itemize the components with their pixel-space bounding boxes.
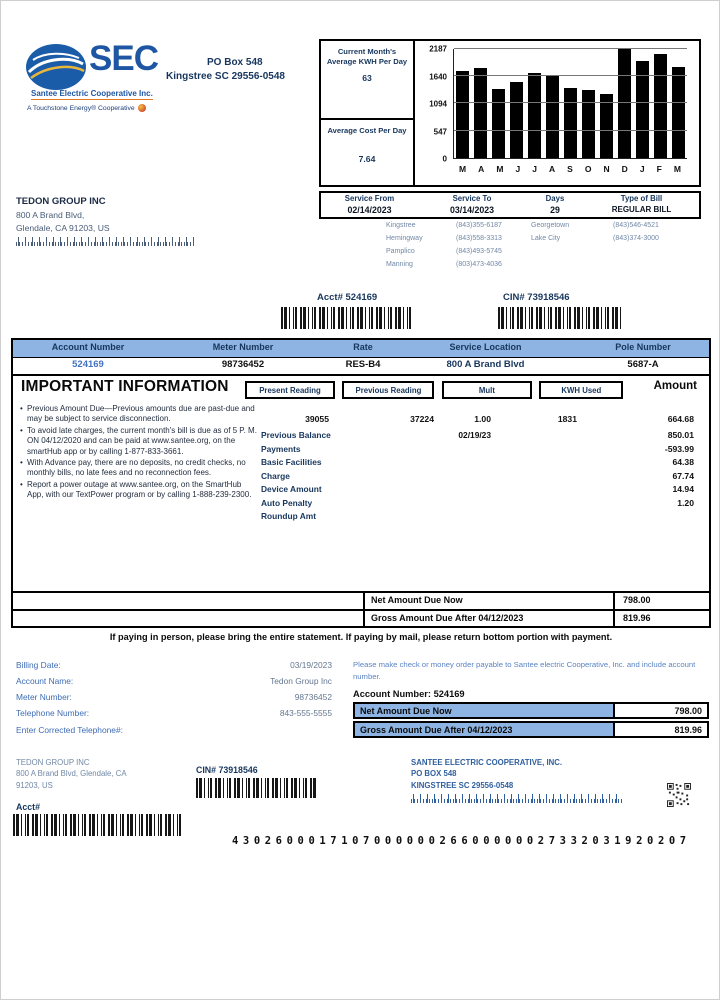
stub-field-value: Tedon Group Inc: [270, 676, 332, 686]
charge-label: Previous Balance: [261, 430, 331, 440]
gross-due-row: [13, 609, 709, 626]
charge-amount: -593.99: [664, 443, 694, 454]
chart-x-axis: [453, 164, 687, 178]
customer-address1: 800 A Brand Blvd,: [16, 210, 85, 220]
stub-net-due-amount: 798.00: [613, 704, 707, 717]
info-bullet: • Previous Amount Due—Previous amounts due are past-due and may be subject to service disconnection.: [20, 404, 257, 425]
reading-header-row: [245, 380, 626, 399]
tagline-text: A Touchstone Energy® Cooperative: [27, 104, 135, 112]
chart-bar: [672, 67, 685, 158]
office-phone: (843)546-4521: [613, 222, 659, 229]
payment-notice: If paying in person, please bring the entire statement. If paying by mail, please return bottom portion with payment.: [109, 632, 613, 642]
chart-y-tick: 1640: [429, 72, 447, 82]
chart-gridline: [454, 48, 687, 49]
remit-from-line: 91203, US: [16, 780, 53, 790]
chart-y-tick: 547: [433, 127, 447, 136]
mult-value: 1.00: [474, 414, 491, 424]
net-due-label: Net Amount Due Now: [363, 593, 609, 611]
chart-x-tick: M: [673, 164, 681, 174]
charge-label: Auto Penalty: [261, 497, 313, 508]
amount-header: Amount: [653, 380, 697, 392]
kwh-used-value: 1831: [557, 414, 577, 424]
sec-logo-icon: [25, 43, 87, 91]
stub-field-label: Telephone Number:: [16, 708, 90, 718]
rate-value: RES-B4: [345, 359, 381, 370]
charge-label: Charge: [261, 470, 290, 481]
gross-due-amount: 819.96: [613, 611, 709, 626]
service-location-value: 800 A Brand Blvd: [446, 359, 525, 370]
stub-field-value: 03/19/2023: [290, 660, 332, 670]
chart-plot: [453, 49, 687, 159]
gross-due-label: Gross Amount Due After 04/12/2023: [363, 611, 609, 626]
customer-address2: Glendale, CA 91203, US: [16, 223, 110, 233]
energy-charge-amount: 664.68: [667, 414, 694, 424]
office-phone: (843)355-6187: [456, 222, 502, 229]
qr-code-icon: [667, 783, 691, 807]
office-phone: (843)558-3313: [456, 235, 502, 242]
office-name: Manning: [386, 261, 413, 268]
reading-col-header: Previous Reading: [342, 381, 434, 399]
cin-ref-label: CIN# 73918546: [503, 292, 570, 303]
avg-cost-label: Average Cost Per Day: [327, 126, 407, 135]
charge-amount: 67.74: [672, 470, 694, 481]
info-bullet: • Report a power outage at www.santee.org, on the SmartHub App, with our TextPower program or by calling 1-888-239-2300.: [20, 480, 257, 501]
stub-gross-due-label: Gross Amount Due After 04/12/2023: [355, 723, 613, 736]
charge-label: Roundup Amt: [261, 511, 317, 521]
bill-type-label: Type of Bill: [620, 194, 663, 203]
service-from-value: 02/14/2023: [347, 205, 392, 215]
remit-acct-label: Acct#: [16, 802, 40, 812]
days-label: Days: [545, 194, 565, 203]
charge-amount: 850.01: [667, 430, 694, 440]
previous-reading-value: 37224: [410, 414, 434, 424]
col-header: Pole Number: [615, 342, 671, 352]
bill-type-value: REGULAR BILL: [611, 205, 672, 214]
chart-bar: [582, 90, 595, 158]
brand-text: SEC: [89, 39, 158, 78]
usage-bar-chart: [415, 41, 699, 185]
chart-bar: [564, 88, 577, 158]
col-header: Account Number: [51, 342, 125, 352]
charge-label: Basic Facilities: [261, 457, 322, 467]
chart-x-tick: J: [639, 164, 645, 174]
remit-from-line: 800 A Brand Blvd, Glendale, CA: [16, 769, 127, 779]
present-reading-value: 39055: [305, 414, 329, 424]
charge-label: Device Amount: [261, 484, 322, 494]
days-value: 29: [550, 205, 560, 215]
customer-name: TEDON GROUP INC: [16, 196, 106, 207]
charges-table-values: [13, 357, 709, 376]
office-phone: (803)473-4036: [456, 261, 502, 268]
meter-number-value: 98736452: [221, 359, 265, 370]
remit-from-address: [16, 757, 127, 791]
remit-cin-label: CIN# 73918546: [196, 765, 258, 775]
chart-bar: [492, 89, 505, 158]
account-number-value: 524169: [72, 359, 104, 370]
charge-note: 02/19/23: [458, 430, 491, 440]
touchstone-energy-icon: [138, 104, 146, 112]
chart-gridline: [454, 130, 687, 131]
reading-col-header: Mult: [442, 381, 532, 399]
office-name: Georgetown: [531, 222, 570, 229]
stub-account-number: Account Number: 524169: [353, 689, 465, 699]
reading-col-header: Present Reading: [245, 381, 335, 399]
avg-cost-value: 7.64: [358, 154, 376, 165]
chart-y-axis: [417, 44, 450, 164]
remit-to-line: KINGSTREE SC 29556-0548: [411, 780, 514, 790]
usage-summary-box: [319, 39, 701, 187]
stub-net-due-row: [353, 702, 709, 719]
office-name: Lake City: [531, 235, 561, 242]
stub-field-value: 98736452: [294, 692, 332, 702]
chart-bar: [456, 71, 469, 158]
info-bullet: • With Advance pay, there are no deposits, no credit checks, no monthly bills, no late fees and no reconnection fees.: [20, 458, 257, 479]
office-name: Pamplico: [386, 248, 415, 255]
charge-amount: 14.94: [672, 484, 694, 494]
chart-bar: [474, 68, 487, 158]
chart-x-tick: J: [515, 164, 521, 174]
office-phone: (843)374-3000: [613, 235, 659, 242]
acct-ref-label: Acct# 524169: [317, 292, 378, 303]
avg-kwh-value: 63: [362, 72, 372, 83]
chart-x-tick: O: [584, 164, 592, 174]
stub-field-label: Billing Date:: [16, 660, 61, 670]
chart-y-tick: 1094: [429, 99, 447, 109]
charge-amount: 64.38: [672, 457, 694, 467]
service-to-value: 03/14/2023: [449, 205, 495, 215]
avg-kwh-cell: [321, 41, 413, 120]
remit-cin-barcode: [196, 778, 316, 798]
charge-label: Payments: [261, 443, 301, 454]
important-info-bullets: [20, 404, 257, 502]
chart-x-tick: F: [656, 164, 662, 174]
chart-x-tick: N: [603, 164, 610, 174]
remit-to-line: SANTEE ELECTRIC COOPERATIVE, INC.: [411, 758, 563, 767]
chart-bar: [510, 82, 523, 158]
office-phone: (843)493-5745: [456, 248, 502, 255]
important-info-title: IMPORTANT INFORMATION: [21, 378, 229, 395]
chart-y-tick: 0: [442, 154, 447, 164]
stub-net-due-label: Net Amount Due Now: [355, 704, 613, 717]
info-bullet: • To avoid late charges, the current month's bill is due as of 5 P. M. ON 04/12/2020 and can be paid at www.santee.org, on the smartHub app or by calling 1-877-833-3661.: [20, 426, 257, 457]
chart-y-tick: 2187: [429, 44, 447, 54]
service-period-box: [319, 191, 701, 219]
po-box-line2: Kingstree SC 29556-0548: [166, 71, 285, 82]
chart-x-tick: M: [459, 164, 467, 174]
chart-bar: [546, 75, 559, 158]
acct-barcode: [281, 307, 411, 329]
remit-to-address: [411, 757, 562, 791]
pole-number-value: 5687-A: [627, 359, 659, 370]
stub-field-value: 843-555-5555: [279, 708, 332, 718]
col-header: Service Location: [449, 342, 522, 352]
stub-field-label: Enter Corrected Telephone#:: [16, 725, 123, 735]
net-due-amount: 798.00: [613, 593, 709, 611]
service-from-label: Service From: [344, 194, 395, 203]
remit-acct-barcode: [13, 814, 181, 836]
chart-gridline: [454, 102, 687, 103]
charges-table-header: [13, 340, 709, 358]
stub-field-label: Meter Number:: [16, 692, 72, 702]
payable-note: Please make check or money order payable to Santee electric Cooperative, Inc. and include account number.: [353, 660, 696, 681]
chart-x-tick: A: [478, 164, 485, 174]
chart-x-tick: M: [496, 164, 504, 174]
avg-cost-cell: [321, 120, 413, 185]
stub-field-label: Account Name:: [16, 676, 74, 686]
chart-gridline: [454, 75, 687, 76]
chart-x-tick: A: [548, 164, 556, 174]
reading-col-header: KWH Used: [539, 381, 623, 399]
stub-gross-due-row: [353, 721, 709, 738]
company-name: Santee Electric Cooperative Inc.: [31, 89, 153, 98]
chart-bar: [528, 73, 541, 158]
charge-amount: 1.20: [677, 497, 694, 508]
postal-barcode: [16, 237, 194, 246]
col-header: Rate: [353, 342, 373, 352]
remit-to-line: PO BOX 548: [411, 769, 457, 779]
chart-x-tick: S: [567, 164, 573, 174]
office-name: Hemingway: [386, 235, 423, 242]
net-due-row: [13, 591, 709, 611]
stub-gross-due-amount: 819.96: [613, 723, 707, 736]
company-tagline: [27, 104, 146, 112]
po-box-line1: PO Box 548: [207, 57, 263, 68]
chart-bar: [654, 54, 667, 158]
remit-postal-barcode: [411, 794, 623, 803]
stat-column: [321, 41, 415, 185]
chart-bar: [600, 94, 613, 158]
office-name: Kingstree: [386, 222, 416, 229]
charges-table: [11, 338, 711, 628]
service-to-label: Service To: [452, 194, 492, 203]
avg-kwh-label: Current Month's Average KWH Per Day: [326, 47, 408, 67]
chart-x-tick: D: [621, 164, 628, 174]
ocr-scan-line: 430260001710700000026600000027332031920207: [232, 835, 691, 847]
col-header: Meter Number: [212, 342, 274, 352]
remit-from-line: TEDON GROUP INC: [16, 758, 90, 767]
cin-barcode: [498, 307, 622, 329]
chart-x-tick: J: [532, 164, 537, 174]
chart-bar: [618, 49, 631, 158]
